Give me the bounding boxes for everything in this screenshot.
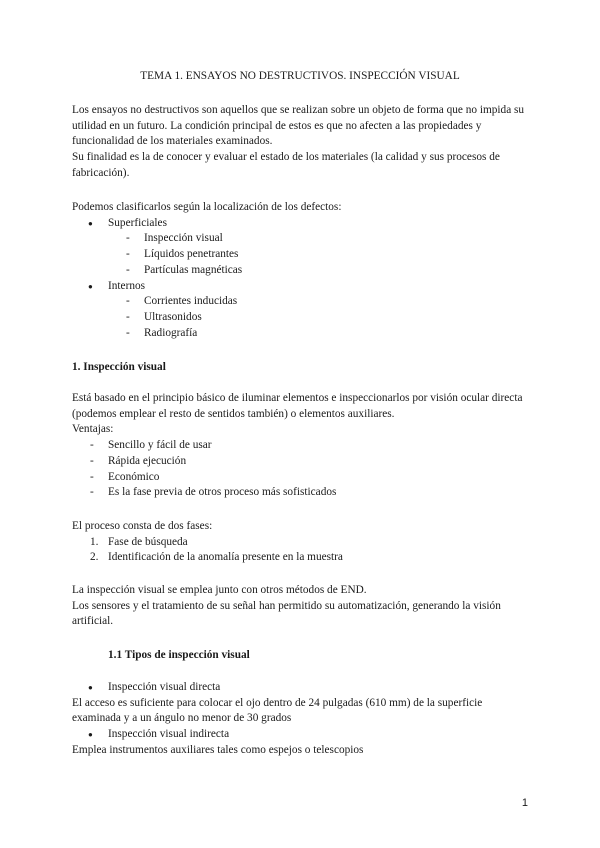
dash-icon: - bbox=[90, 470, 94, 483]
section-1-heading: 1. Inspección visual bbox=[72, 361, 166, 373]
list-item bbox=[72, 727, 528, 743]
list-item bbox=[72, 294, 528, 310]
dash-icon: - bbox=[126, 232, 130, 245]
section-1-1-heading: 1.1 Tipos de inspección visual bbox=[108, 649, 250, 661]
classification-block bbox=[72, 200, 528, 341]
page-title: TEMA 1. ENSAYOS NO DESTRUCTIVOS. INSPECCIÓN VISUAL bbox=[140, 70, 460, 82]
type-name: Inspección visual indirecta bbox=[108, 728, 230, 741]
list-item bbox=[72, 680, 528, 696]
list-item bbox=[72, 485, 528, 501]
list-item bbox=[72, 326, 528, 342]
classification-list bbox=[72, 216, 528, 342]
sub-item: Ultrasonidos bbox=[144, 310, 202, 323]
page-number: 1 bbox=[521, 797, 528, 809]
closing-block bbox=[72, 583, 528, 630]
group-name: Superficiales bbox=[108, 216, 167, 229]
section-1-body bbox=[72, 391, 528, 501]
sub-item: Inspección visual bbox=[144, 232, 223, 245]
list-item bbox=[72, 535, 528, 551]
dash-icon: - bbox=[90, 454, 94, 467]
list-item bbox=[72, 438, 528, 454]
list-item bbox=[72, 310, 528, 326]
bullet-icon: ● bbox=[88, 683, 93, 692]
dash-icon: - bbox=[126, 295, 130, 308]
list-item bbox=[72, 216, 528, 232]
phase-text: Fase de búsqueda bbox=[108, 535, 188, 548]
bullet-icon: ● bbox=[88, 281, 93, 291]
phases-block bbox=[72, 519, 528, 566]
section-1-paragraph: Está basado en el principio básico de iluminar elementos e inspeccionarlos por visión ocular directa (podemos emplear el resto de sentidos también) o elementos auxiliares. bbox=[72, 392, 523, 420]
dash-icon: - bbox=[126, 263, 130, 276]
dash-icon: - bbox=[126, 310, 130, 323]
list-number: 1. bbox=[90, 535, 99, 548]
advantages-list bbox=[72, 438, 528, 501]
sub-item: Corrientes inducidas bbox=[144, 295, 238, 308]
list-item bbox=[72, 247, 528, 263]
bullet-icon: ● bbox=[88, 730, 93, 740]
advantage-text: Es la fase previa de otros proceso más sofisticados bbox=[108, 486, 337, 499]
phases-lead: El proceso consta de dos fases: bbox=[72, 520, 213, 532]
group-name: Internos bbox=[108, 279, 146, 292]
types-block bbox=[72, 680, 528, 759]
closing-paragraph-2: Los sensores y el tratamiento de su señal han permitido su automatización, generando la visión artificial. bbox=[72, 599, 501, 628]
sub-item: Partículas magnéticas bbox=[144, 263, 243, 276]
dash-icon: - bbox=[90, 439, 94, 452]
phases-list bbox=[72, 535, 528, 566]
sub-item: Líquidos penetrantes bbox=[144, 248, 239, 261]
type-description: Emplea instrumentos auxiliares tales como espejos o telescopios bbox=[72, 743, 364, 756]
list-item bbox=[72, 231, 528, 247]
list-item bbox=[72, 454, 528, 470]
dash-icon: - bbox=[90, 486, 94, 499]
list-item bbox=[72, 279, 528, 295]
intro-paragraph-2: Su finalidad es la de conocer y evaluar el estado de los materiales (la calidad y sus procesos de fabricación). bbox=[72, 151, 500, 179]
intro-block bbox=[72, 103, 528, 182]
closing-paragraph-1: La inspección visual se emplea junto con otros métodos de END. bbox=[72, 584, 367, 596]
advantages-label: Ventajas: bbox=[72, 423, 114, 436]
advantage-text: Rápida ejecución bbox=[108, 454, 187, 467]
list-item bbox=[72, 470, 528, 486]
sub-item: Radiografía bbox=[144, 326, 198, 339]
list-item bbox=[72, 263, 528, 279]
advantage-text: Económico bbox=[108, 470, 160, 483]
bullet-icon: ● bbox=[88, 218, 93, 228]
type-name: Inspección visual directa bbox=[108, 681, 221, 693]
advantage-text: Sencillo y fácil de usar bbox=[108, 439, 212, 452]
classification-lead: Podemos clasificarlos según la localización de los defectos: bbox=[72, 201, 342, 213]
type-description: El acceso es suficiente para colocar el ojo dentro de 24 pulgadas (610 mm) de la superficie examinada y a un ángulo no menor de 30 grados bbox=[72, 696, 483, 725]
dash-icon: - bbox=[126, 248, 130, 261]
dash-icon: - bbox=[126, 326, 130, 339]
intro-paragraph-1: Los ensayos no destructivos son aquellos que se realizan sobre un objeto de forma que no impida su utilidad en un futuro. La condición principal de estos es que no afecten a las propiedades y funcionalidad de los materiales examinados. bbox=[72, 104, 525, 148]
list-number: 2. bbox=[90, 551, 99, 564]
list-item bbox=[72, 550, 528, 566]
phase-text: Identificación de la anomalía presente en la muestra bbox=[108, 551, 343, 564]
